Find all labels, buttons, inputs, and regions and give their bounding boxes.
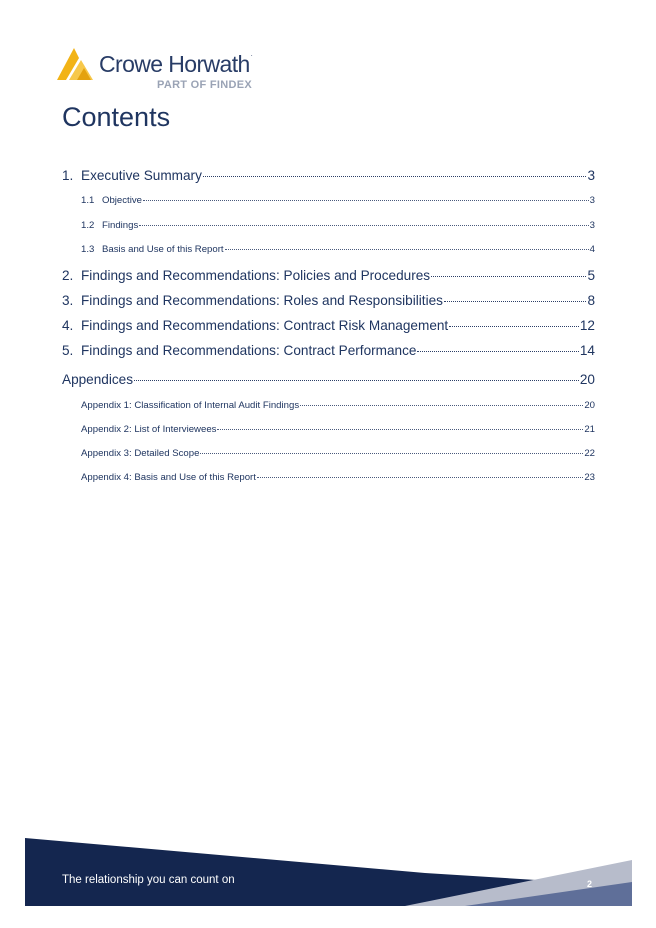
toc-entry[interactable]	[81, 220, 595, 231]
toc-dot-leader	[417, 351, 578, 352]
toc-entry[interactable]	[62, 168, 595, 183]
toc-entry[interactable]	[81, 472, 595, 483]
company-logo	[57, 46, 267, 92]
footer-tagline: The relationship you can count on	[62, 874, 235, 886]
toc-entry[interactable]	[62, 318, 595, 333]
toc-entry-page: 22	[584, 448, 595, 459]
toc-entry[interactable]	[62, 268, 595, 283]
page-footer	[25, 838, 632, 906]
toc-entry-label: Appendix 1: Classification of Internal Audit Findings	[81, 400, 300, 411]
toc-entry-number: 1.3	[81, 244, 95, 255]
toc-entry[interactable]	[81, 424, 595, 435]
page-number: 2	[587, 879, 593, 889]
toc-entry-label: Objective	[102, 195, 142, 206]
toc-entry[interactable]	[62, 293, 595, 308]
page-title: Contents	[62, 102, 171, 132]
toc-entry-page: 14	[579, 343, 595, 358]
toc-entry-number: 1.2	[81, 220, 95, 231]
toc-dot-leader	[143, 200, 589, 201]
toc-entry-number: 1.1	[81, 195, 95, 206]
toc-dot-leader	[431, 276, 586, 277]
crowe-peaks-icon	[57, 46, 97, 80]
toc-entry-label: Findings and Recommendations: Contract Risk Management	[81, 318, 449, 333]
toc-entry-label: Appendix 4: Basis and Use of this Report	[81, 472, 256, 483]
toc-entry-label: Findings and Recommendations: Policies and Procedures	[81, 268, 431, 283]
toc-dot-leader	[200, 453, 583, 454]
toc-entry-label: Findings	[102, 220, 139, 231]
toc-entry-page: 4	[589, 244, 595, 255]
toc-dot-leader	[139, 225, 588, 226]
toc-entry-page: 8	[587, 293, 595, 308]
footer-banner-shape	[25, 838, 632, 906]
toc-entry-number: 5.	[62, 343, 74, 358]
toc-entry-page: 5	[587, 268, 595, 283]
toc-entry-label: Findings and Recommendations: Contract Performance	[81, 343, 417, 358]
toc-entry[interactable]	[62, 372, 595, 387]
toc-entry[interactable]	[81, 195, 595, 206]
toc-dot-leader	[203, 176, 587, 177]
toc-entry-number: 1.	[62, 168, 74, 183]
toc-entry-page: 3	[589, 195, 595, 206]
toc-entry-page: 21	[584, 424, 595, 435]
toc-entry-number: 2.	[62, 268, 74, 283]
company-subline: PART OF FINDEX	[157, 79, 253, 91]
toc-entry-number: 4.	[62, 318, 74, 333]
toc-dot-leader	[257, 477, 583, 478]
toc-entry[interactable]	[81, 244, 595, 255]
toc-entry-page: 3	[589, 220, 595, 231]
toc-entry[interactable]	[81, 400, 595, 411]
toc-entry-label: Executive Summary	[81, 168, 202, 183]
toc-dot-leader	[300, 405, 583, 406]
toc-entry[interactable]	[62, 343, 595, 358]
toc-dot-leader	[134, 380, 579, 381]
toc-entry-page: 12	[579, 318, 595, 333]
toc-dot-leader	[444, 301, 586, 302]
toc-entry-label: Appendix 2: List of Interviewees	[81, 424, 217, 435]
toc-dot-leader	[449, 326, 579, 327]
toc-entry-number: 3.	[62, 293, 74, 308]
toc-entry-label: Appendix 3: Detailed Scope	[81, 448, 200, 459]
toc-entry-page: 20	[584, 400, 595, 411]
toc-entry-page: 23	[584, 472, 595, 483]
toc-dot-leader	[225, 249, 589, 250]
toc-entry-label: Basis and Use of this Report	[102, 244, 224, 255]
toc-entry-label: Appendices	[62, 372, 134, 387]
toc-entry-page: 20	[579, 372, 595, 387]
toc-dot-leader	[217, 429, 583, 430]
toc-entry[interactable]	[81, 448, 595, 459]
toc-entry-page: 3	[587, 168, 595, 183]
toc-entry-label: Findings and Recommendations: Roles and Responsibilities	[81, 293, 443, 308]
company-name: Crowe Horwath.	[99, 51, 253, 77]
